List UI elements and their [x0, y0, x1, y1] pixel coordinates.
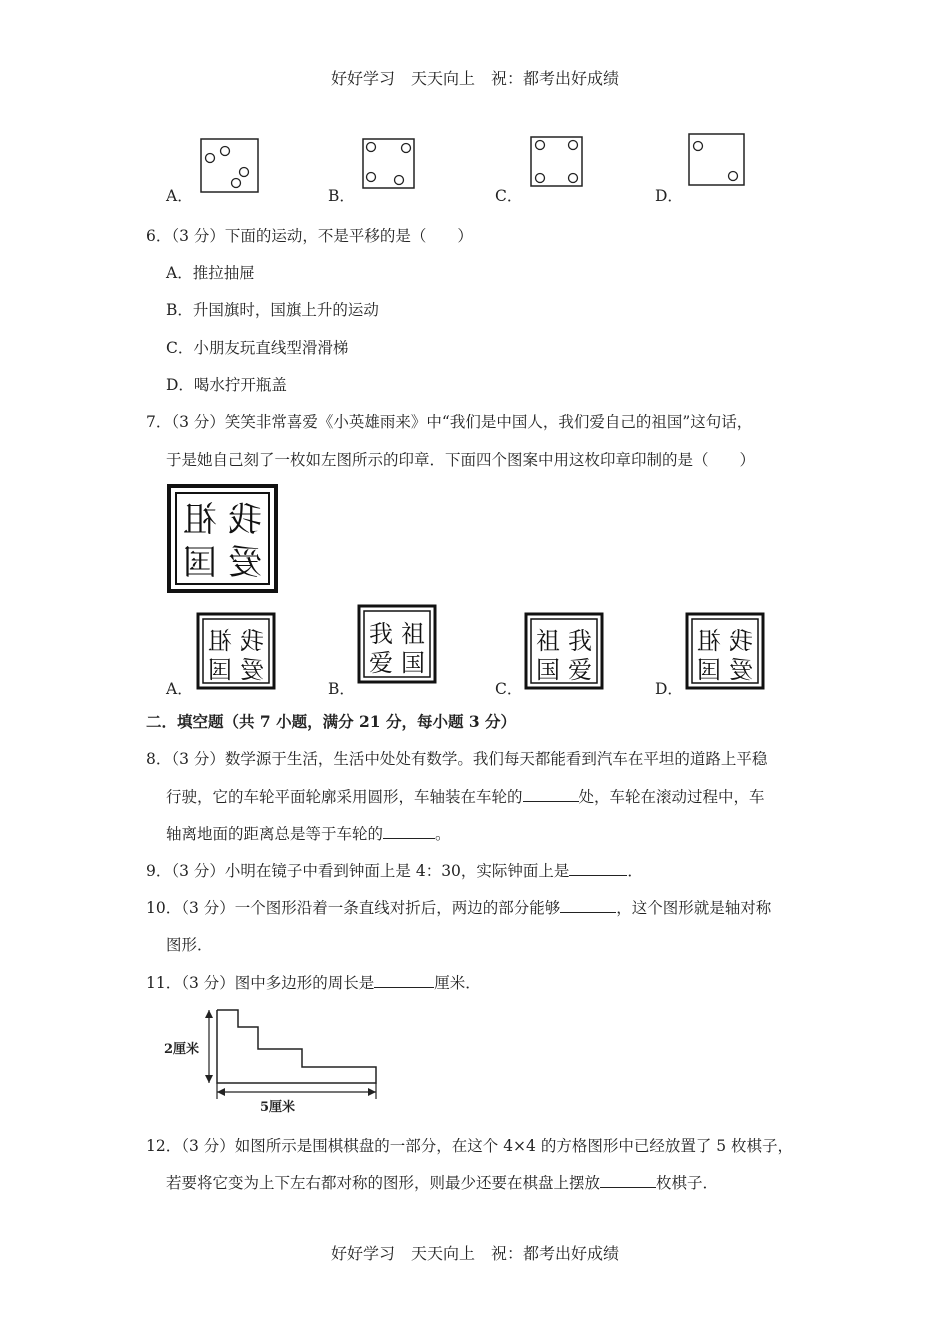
- svg-text:祖: 祖: [697, 627, 721, 655]
- svg-text:祖: 祖: [208, 627, 232, 655]
- q7-original-stamp: [167, 484, 279, 594]
- q7-option-b-figure: [357, 604, 437, 684]
- svg-text:国: 国: [401, 649, 425, 677]
- q6-option-d: D．喝水拧开瓶盖: [166, 376, 287, 394]
- stamp-char-guo: 国: [183, 543, 217, 583]
- q10-blank[interactable]: [560, 898, 616, 913]
- q6-option-b: B．升国旗时，国旗上升的运动: [166, 301, 379, 319]
- page-footer: 好好学习 天天向上 祝：都考出好成绩: [330, 1244, 619, 1263]
- q7-option-d-label: D．: [655, 680, 683, 698]
- svg-text:我: 我: [240, 627, 264, 655]
- q5-option-a-figure: [200, 138, 260, 194]
- q7-option-a-label: A．: [166, 680, 193, 698]
- q7-option-c-label: C．: [495, 680, 523, 698]
- section-2-heading: 二．填空题（共 7 小题，满分 21 分，每小题 3 分）: [146, 712, 517, 731]
- svg-text:我: 我: [729, 627, 753, 655]
- q5-option-c-label: C．: [495, 187, 523, 205]
- q10-line2: 图形．: [166, 936, 213, 954]
- svg-text:国: 国: [208, 656, 232, 684]
- q8-line3: 轴离地面的距离总是等于车轮的 。: [166, 825, 451, 843]
- svg-text:爱: 爱: [240, 656, 264, 684]
- svg-text:祖: 祖: [401, 620, 425, 648]
- q8-blank-2[interactable]: [383, 824, 435, 839]
- stamp-char-wo: 我: [228, 500, 262, 540]
- q11-polygon-figure: [160, 1005, 385, 1120]
- q8-line2: 行驶，它的车轮平面轮廓采用圆形，车轴装在车轮的 处，车轮在滚动过程中，车: [166, 788, 765, 806]
- svg-text:国: 国: [536, 656, 560, 684]
- stamp-char-ai: 爱: [228, 543, 262, 583]
- q11-line: 11．（3 分）图中多边形的周长是 厘米．: [146, 974, 481, 992]
- q8-line1: 8．（3 分）数学源于生活，生活中处处有数学。我们每天都能看到汽车在平坦的道路上平稳: [146, 750, 768, 768]
- q6-option-a: A．推拉抽屉: [166, 264, 255, 282]
- q7-stem-line2: 于是她自己刻了一枚如左图所示的印章．下面四个图案中用这枚印章印制的是（ ）: [166, 451, 756, 469]
- q9-line: 9．（3 分）小明在镜子中看到钟面上是 4：30，实际钟面上是 ．: [146, 862, 643, 880]
- q7-option-a-figure: [196, 612, 276, 690]
- q7-option-b-label: B．: [328, 680, 355, 698]
- q5-option-a-label: A．: [166, 187, 193, 205]
- q6-stem: 6．（3 分）下面的运动，不是平移的是（ ）: [146, 227, 473, 245]
- q7-option-c-figure: [524, 612, 604, 690]
- q5-option-c-figure: [530, 136, 584, 188]
- q7-option-d-figure: [685, 612, 765, 690]
- q5-option-d-label: D．: [655, 187, 683, 205]
- q11-blank[interactable]: [374, 973, 434, 988]
- svg-text:爱: 爱: [369, 649, 393, 677]
- q10-line1: 10．（3 分）一个图形沿着一条直线对折后，两边的部分能够 ，这个图形就是轴对称: [146, 899, 772, 917]
- svg-text:爱: 爱: [729, 656, 753, 684]
- q12-blank[interactable]: [600, 1173, 656, 1188]
- svg-text:国: 国: [697, 656, 721, 684]
- q12-line1: 12．（3 分）如图所示是围棋棋盘的一部分，在这个 4×4 的方格图形中已经放置了 5 枚棋子，: [146, 1137, 794, 1155]
- svg-text:爱: 爱: [568, 656, 592, 684]
- q9-blank[interactable]: [569, 861, 627, 876]
- q5-option-d-figure: [688, 133, 746, 187]
- stamp-char-zu: 祖: [183, 500, 217, 540]
- q5-option-b-figure: [362, 138, 416, 190]
- q11-width-label: 5厘米: [260, 1100, 296, 1115]
- q8-blank-1[interactable]: [523, 787, 579, 802]
- q6-option-c: C．小朋友玩直线型滑滑梯: [166, 339, 349, 357]
- page-header: 好好学习 天天向上 祝：都考出好成绩: [330, 69, 619, 88]
- q12-line2: 若要将它变为上下左右都对称的图形，则最少还要在棋盘上摆放 枚棋子．: [166, 1174, 719, 1192]
- svg-text:祖: 祖: [536, 627, 560, 655]
- svg-text:我: 我: [568, 627, 592, 655]
- q7-stem-line1: 7．（3 分）笑笑非常喜爱《小英雄雨来》中“我们是中国人，我们爱自己的祖国”这句话，: [146, 413, 753, 431]
- svg-text:我: 我: [369, 620, 393, 648]
- q5-option-b-label: B．: [328, 187, 355, 205]
- q11-height-label: 2厘米: [164, 1042, 200, 1057]
